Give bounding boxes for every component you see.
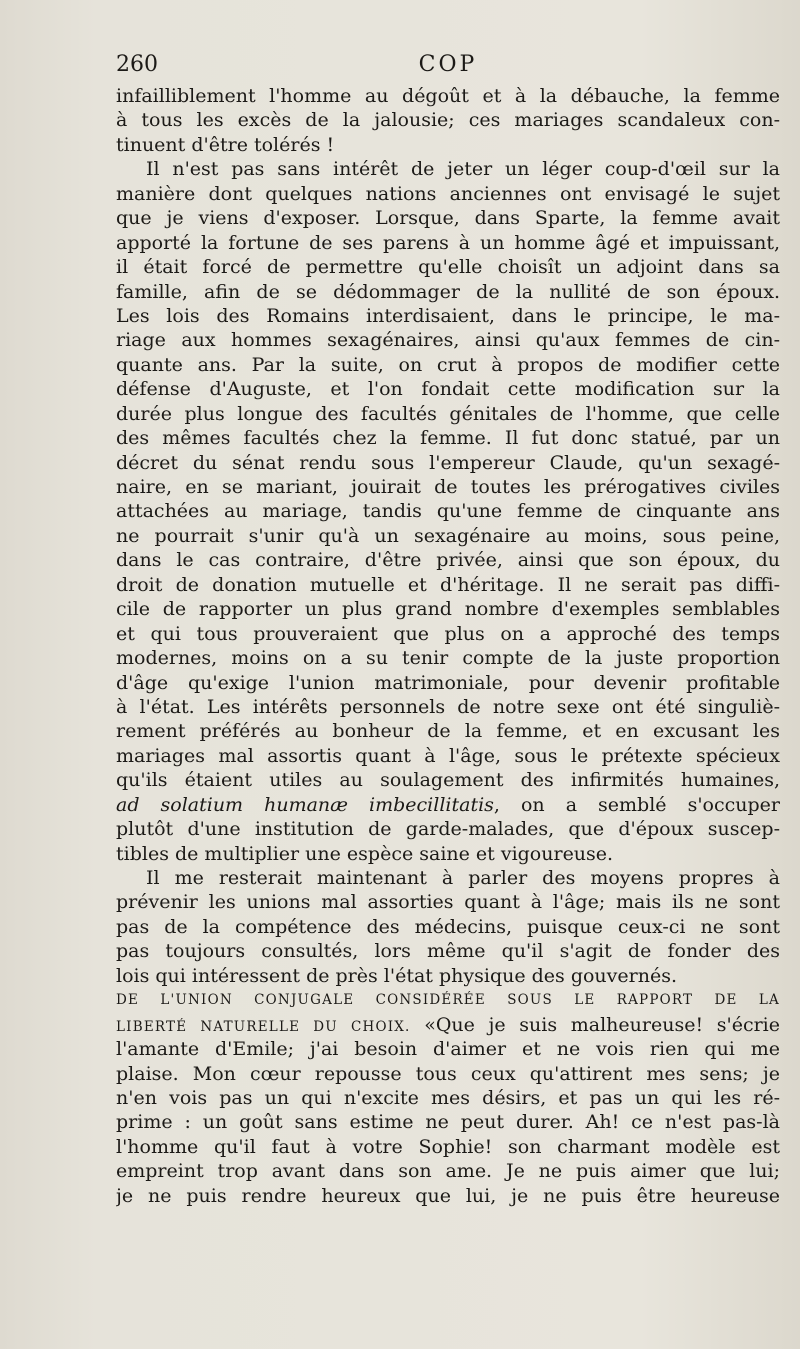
page-number: 260 [116,52,158,77]
running-head: COP [418,52,478,77]
text-line: à l'état. Les intérêts personnels de notre sexe ont été singuliè- [116,695,780,718]
text-line: mariages mal assortis quant à l'âge, sous le prétexte spécieux [116,744,780,767]
text-line: prime : un goût sans estime ne peut durer. Ah! ce n'est pas-là [116,1111,780,1134]
text-line: ne pourrait s'unir qu'à un sexagénaire au moins, sous peine, [116,524,780,547]
text-line: Il n'est pas sans intérêt de jeter un léger coup-d'œil sur la [146,158,780,181]
text-line: cile de rapporter un plus grand nombre d'exemples semblables [116,598,780,621]
text-line: quante ans. Par la suite, on crut à propos de modifier cette [116,353,780,376]
text-line: plutôt d'une institution de garde-malades, que d'époux suscep- [116,818,780,841]
text-line-heading [116,1013,780,1037]
text-line: pas toujours consultés, lors même qu'il s'agit de fonder des [116,940,780,963]
text-line: famille, afin de se dédommager de la nullité de son époux. [116,280,780,303]
text-line: l'amante d'Emile; j'ai besoin d'aimer et ne vois rien qui me [116,1038,780,1061]
text-line-latin [116,793,780,817]
text-line: naire, en se mariant, jouirait de toutes les prérogatives civiles [116,476,780,498]
text-line: et qui tous prouveraient que plus on a approché des temps [116,622,780,645]
text-line: dans le cas contraire, d'être privée, ainsi que son époux, du [116,549,780,572]
text-line: lois qui intéressent de près l'état physique des gouvernés. [116,964,677,987]
text-line: empreint trop avant dans son ame. Je ne puis aimer que lui; [116,1160,780,1183]
text-line: plaise. Mon cœur repousse tous ceux qu'attirent mes sens; je [116,1062,780,1085]
text-line: qu'ils étaient utiles au soulagement des infirmités humaines, [116,769,780,792]
text-line: modernes, moins on a su tenir compte de la juste proportion [116,647,780,670]
text-line: attachées au mariage, tandis qu'une femme de cinquante ans [116,500,780,523]
text-line: manière dont quelques nations anciennes ont envisagé le sujet [116,182,780,205]
text-line: infailliblement l'homme au dégoût et à la débauche, la femme [116,85,780,107]
text-line: d'âge qu'exige l'union matrimoniale, pour devenir profitable [116,671,780,694]
text-line: pas de la compétence des médecins, puisque ceux-ci ne sont [116,915,780,938]
latin-phrase: ad solatium humanæ imbecillitatis [116,793,494,816]
text-line: défense d'Auguste, et l'on fondait cette modification sur la [116,378,780,401]
section-heading-cont: LIBERTÉ NATURELLE DU CHOIX. [116,1018,411,1035]
text-line: des mêmes facultés chez la femme. Il fut donc statué, par un [116,427,780,450]
text-fragment: , on a semblé s'occuper [493,793,780,816]
text-line: tibles de multiplier une espèce saine et vigoureuse. [116,842,614,865]
text-line: à tous les excès de la jalousie; ces mariages scandaleux con- [116,109,780,132]
text-line: il était forcé de permettre qu'elle choisît un adjoint dans sa [116,256,780,279]
text-line: droit de donation mutuelle et d'héritage. Il ne serait pas diffi- [116,573,780,596]
text-line: durée plus longue des facultés génitales de l'homme, que celle [116,402,780,425]
text-line: riage aux hommes sexagénaires, ainsi qu'aux femmes de cin- [116,329,780,352]
text-line: prévenir les unions mal assorties quant à l'âge; mais ils ne sont [116,891,780,914]
text-line: tinuent d'être tolérés ! [116,133,335,156]
text-line: rement préférés au bonheur de la femme, et en excusant les [116,720,780,743]
section-heading: DE L'UNION CONJUGALE CONSIDÉRÉE SOUS LE RAPPORT DE LA [116,992,780,1009]
text-fragment: «Que je suis malheureuse! s'écrie [410,1013,780,1036]
text-line: décret du sénat rendu sous l'empereur Claude, qu'un sexagé- [116,451,780,474]
text-line: Il me resterait maintenant à parler des moyens propres à [146,867,780,889]
text-line: que je viens d'exposer. Lorsque, dans Sparte, la femme avait [116,207,780,230]
text-line: je ne puis rendre heureux que lui, je ne puis être heureuse [116,1184,780,1207]
text-line: Les lois des Romains interdisaient, dans le principe, le ma- [116,304,780,327]
text-line: n'en vois pas un qui n'excite mes désirs, et pas un qui les ré- [116,1086,780,1109]
body-text [116,84,780,1208]
text-line: apporté la fortune de ses parens à un homme âgé et impuissant, [116,231,780,254]
text-line: l'homme qu'il faut à votre Sophie! son charmant modèle est [116,1135,780,1158]
page-header [116,50,780,80]
